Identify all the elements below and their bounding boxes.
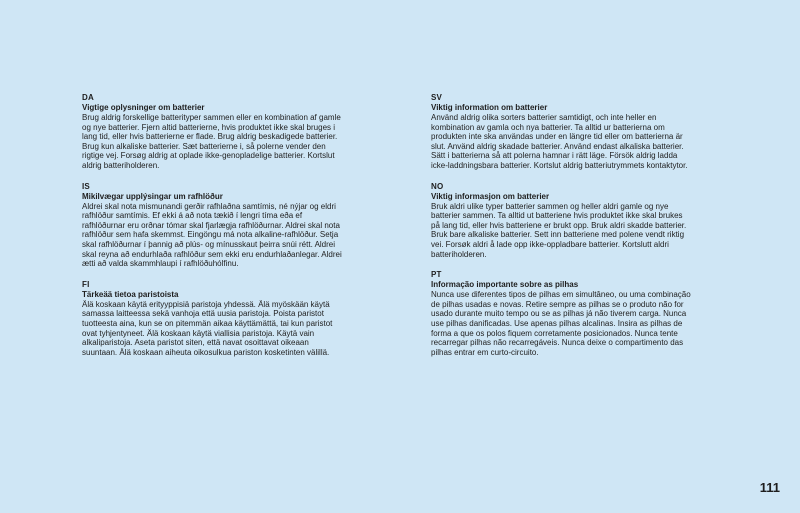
section-sv	[431, 93, 693, 171]
section-title: Vigtige oplysninger om batterier	[82, 103, 205, 112]
section-body: Bruk aldri ulike typer batterier sammen og heller aldri gamle og nye batterier sammen. Ta alltid ut batteriene hvis produktet ikke skal brukes på lang tid, eller hvis batteriene er brukt opp. Bruk aldri skadde batterier. Bruk bare alkaliske batterier. Sett inn batteriene med polene vendt riktig vei. Forsøk aldri å lade opp ikke-oppladbare batterier. Kortslutt aldri batteriholderen.	[431, 201, 687, 259]
section-title: Viktig information om batterier	[431, 103, 548, 112]
section-title: Viktig informasjon om batterier	[431, 191, 550, 201]
section-body: Aldrei skal nota mismunandi gerðir rafhlaðna samtímis, né nýjar og eldri rafhlöður samtímis. Ef ekki á að nota tækið í lengri tíma eða ef rafhlöðurnar eru orðnar tómar skal fjarlægja rafhlöðurnar. Aldrei skal nota rafhlöður sem hafa skemmst. Eingöngu má nota alkaline-rafhlöður. Setja skal rafhlöðurnar í þannig að plús- og mínusskaut þeirra snúi rétt. Aldrei skal reyna að endurhlaða rafhlöður sem ekki eru endurhlaðanlegar. Aldrei ætti að valda skammhlaupi í rafhlöðuhólfinu.	[82, 201, 342, 269]
language-code: PT	[431, 270, 442, 280]
left-column	[82, 93, 344, 368]
section-no	[431, 182, 693, 260]
section-body: Brug aldrig forskellige batterityper sammen eller en kombination af gamle og nye batterier. Fjern altid batterierne, hvis produktet ikke skal bruges i lang tid, eller hvis batterierne er flade. Brug aldrig beskadigede batterier. Brug kun alkaliske batterier. Sæt batterierne i, så polerne vender den rigtige vej. Forsøg aldrig at oplade ikke-genopladelige batterier. Kortslut aldrig batteriholderen.	[82, 113, 341, 170]
language-code: DA	[82, 93, 94, 102]
section-da	[82, 93, 344, 171]
section-is	[82, 182, 344, 269]
section-body: Använd aldrig olika sorters batterier samtidigt, och inte heller en kombination av gamla och nya batterier. Ta alltid ur batterierna om produkten inte ska användas under en längre tid eller om batterierna är slut. Använd aldrig skadade batterier. Använd endast alkaliska batterier. Sätt i batterierna så att polerna hamnar i rätt läge. Försök aldrig ladda icke-laddningsbara batterier. Kortslut aldrig batteriutrymmets kontaktytor.	[431, 113, 688, 170]
section-body: Älä koskaan käytä erityyppisiä paristoja yhdessä. Älä myöskään käytä samassa laitteessa sekä vanhoja että uusia paristoja. Poista paristot tuotteesta aina, kun se on pitemmän aikaa käyttämättä, tai kun paristot ovat tyhjentyneet. Älä koskaan käytä viallisia paristoja. Käytä vain alkaliparistoja. Aseta paristot siten, että navat osoittavat oikeaan suuntaan. Älä koskaan aiheuta oikosulkua pariston kosketinten välillä.	[82, 299, 333, 357]
page-number: 111	[759, 480, 780, 495]
section-title: Tärkeää tietoa paristoista	[82, 289, 179, 299]
language-code: SV	[431, 93, 443, 102]
language-code: NO	[431, 181, 444, 191]
language-code: FI	[82, 279, 90, 289]
section-title: Mikilvægar upplýsingar um rafhlöður	[82, 191, 223, 201]
section-body: Nunca use diferentes tipos de pilhas em simultâneo, ou uma combinação de pilhas usadas e novas. Retire sempre as pilhas se o produto não for usado durante muito tempo ou se as pilhas já não tiverem carga. Nunca use pilhas danificadas. Use apenas pilhas alcalinas. Insira as pilhas de forma a que os polos fiquem corretamente posicionados. Nunca tente recarregar pilhas não recarregáveis. Nunca deixe o compartimento das pilhas entrar em curto-circuito.	[431, 290, 691, 357]
language-code: IS	[82, 181, 90, 191]
section-pt	[431, 270, 693, 357]
section-title: Informação importante sobre as pilhas	[431, 280, 579, 290]
right-column	[431, 93, 693, 368]
section-fi	[82, 280, 344, 358]
